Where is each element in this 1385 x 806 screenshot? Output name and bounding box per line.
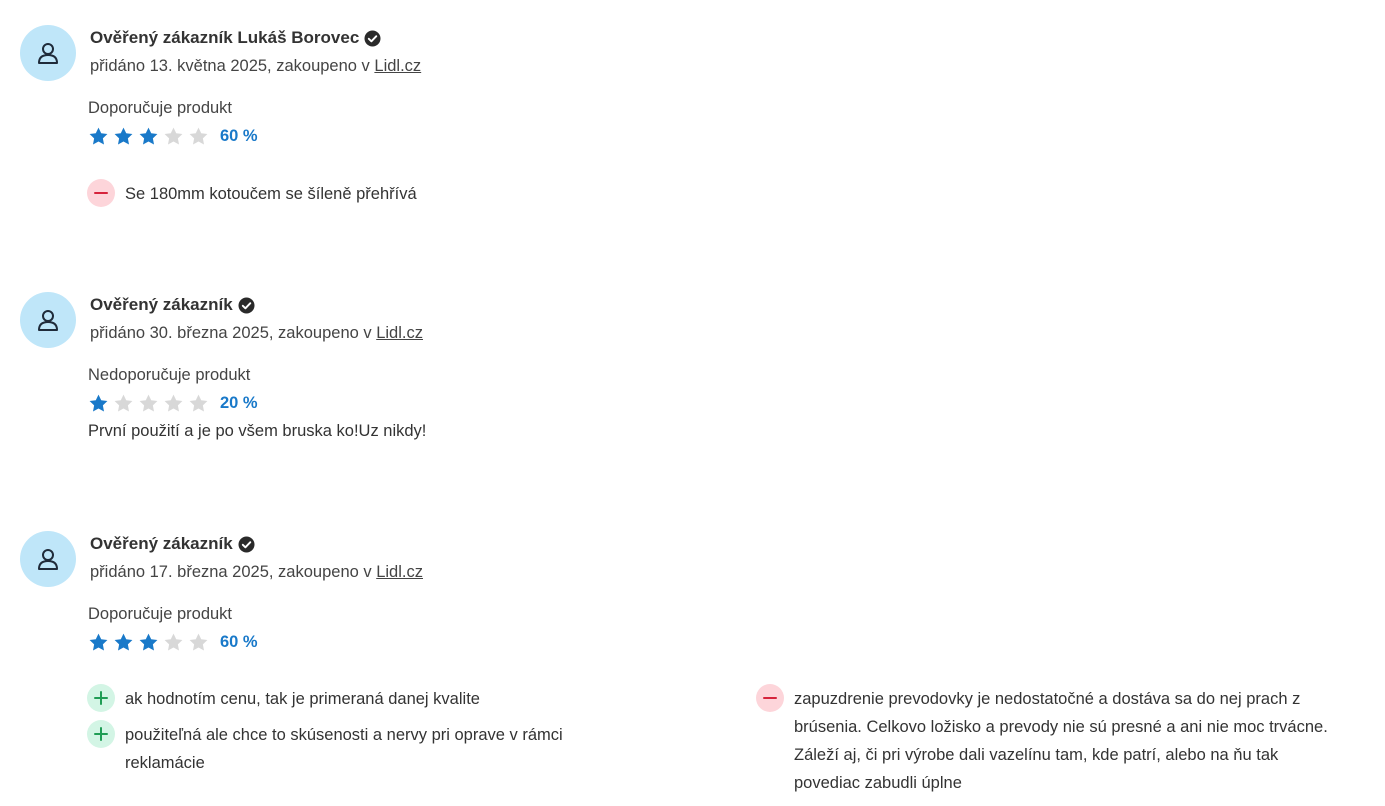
- pro-item: [87, 721, 617, 777]
- store-link[interactable]: Lidl.cz: [376, 324, 423, 342]
- con-text: zapuzdrenie prevodovky je nedostatočné a dostáva sa do nej prach z brúsenia. Celkovo ložisko a prevody nie sú presné a ani nie moc trvácne. Záleží aj, či pri výrobe dali vazelínu tam, kde patrí, alebo na ňu tak povediac zabudli úplne: [794, 690, 1328, 792]
- star-filled-icon: [138, 632, 159, 653]
- pro-item: [87, 685, 647, 713]
- recommendation-label: Doporučuje produkt: [88, 605, 233, 623]
- star-filled-icon: [113, 632, 134, 653]
- pro-text: ak hodnotím cenu, tak je primeraná danej kvalite: [125, 690, 480, 708]
- con-text: Se 180mm kotoučem se šíleně přehřívá: [125, 185, 417, 203]
- review-date: přidáno 13. května 2025, zakoupeno v: [90, 57, 375, 75]
- avatar: [20, 531, 76, 587]
- recommendation-label: Nedoporučuje produkt: [88, 366, 251, 384]
- rating-percent: 60 %: [220, 632, 258, 651]
- recommendation-label: Doporučuje produkt: [88, 99, 233, 117]
- minus-icon: [756, 684, 784, 712]
- plus-icon: [87, 684, 115, 712]
- plus-icon: [87, 720, 115, 748]
- review-meta: [90, 561, 423, 583]
- review-date: přidáno 17. března 2025, zakoupeno v: [90, 563, 377, 581]
- star-empty-icon: [163, 632, 184, 653]
- review-date: přidáno 30. března 2025, zakoupeno v: [90, 324, 377, 342]
- store-link[interactable]: Lidl.cz: [374, 57, 422, 75]
- rating-percent: 60 %: [220, 126, 258, 145]
- verified-check-icon: [238, 536, 255, 553]
- author-label: Ověřený zákazník Lukáš Borovec: [90, 28, 360, 47]
- star-empty-icon: [188, 632, 209, 653]
- user-icon: [35, 546, 61, 572]
- rating: [88, 631, 258, 653]
- star-filled-icon: [88, 632, 109, 653]
- pro-text: použiteľná ale chce to skúsenosti a nervy pri oprave v rámci reklamácie: [125, 726, 563, 772]
- author-label: Ověřený zákazník: [90, 534, 233, 553]
- star-rating: [88, 632, 213, 653]
- store-link[interactable]: Lidl.cz: [376, 563, 423, 581]
- author-label: Ověřený zákazník: [90, 295, 233, 314]
- con-item: [756, 685, 1346, 797]
- rating-percent: 20 %: [220, 393, 258, 412]
- review-text: První použití a je po všem bruska ko!Uz nikdy!: [88, 422, 427, 440]
- author-name: [90, 533, 255, 555]
